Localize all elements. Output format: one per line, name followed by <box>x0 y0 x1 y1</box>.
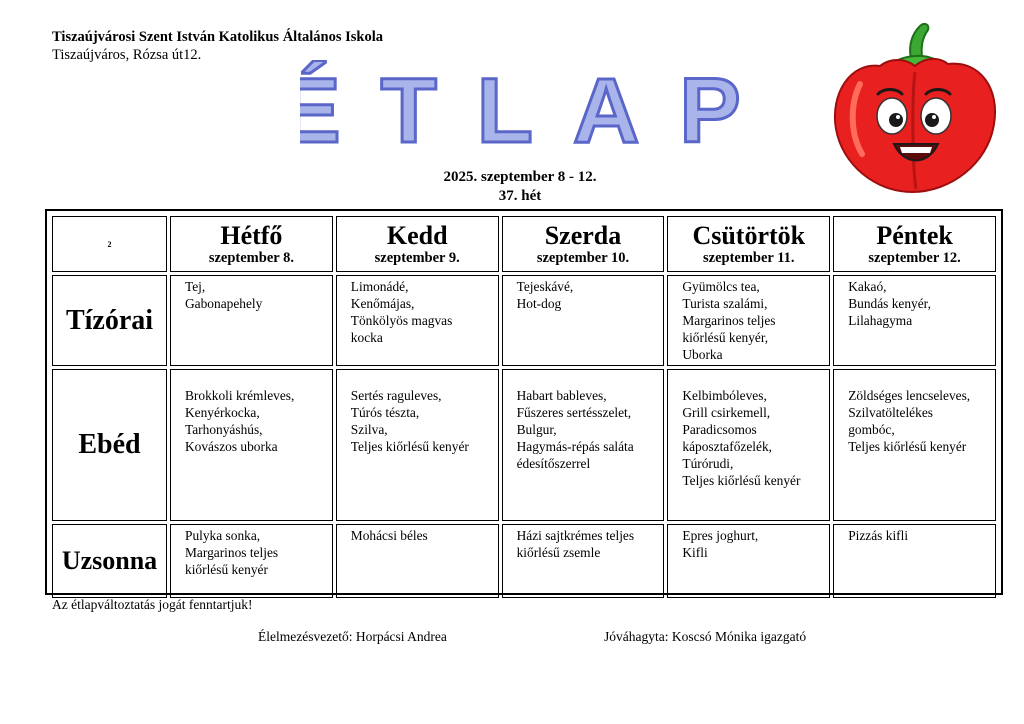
meal-row-uzsonna <box>52 524 996 598</box>
day-header-tuesday <box>336 216 499 272</box>
menu-table <box>49 213 999 601</box>
menu-cell: Kakaó, Bundás kenyér, Lilahagyma <box>833 275 996 366</box>
signature-approved: Jóváhagyta: Koscsó Mónika igazgató <box>604 629 807 644</box>
day-date: szeptember 12. <box>868 249 961 266</box>
menu-cell: Kelbimbóleves, Grill csirkemell, Paradicsomos káposztafőzelék, Túrórudi, Teljes kiőrlésű kenyér <box>667 369 830 521</box>
school-header <box>52 28 383 64</box>
menu-cell: Házi sajtkrémes teljes kiőrlésű zsemle <box>502 524 665 598</box>
title-text: ÉTLAP <box>300 60 760 160</box>
school-name: Tiszaújvárosi Szent István Katolikus Általános Iskola <box>52 29 384 45</box>
disclaimer-note: Az étlapváltoztatás jogát fenntartjuk! <box>52 597 253 612</box>
day-date: szeptember 10. <box>536 249 630 266</box>
day-header-monday <box>170 216 333 272</box>
menu-cell: Habart bableves, Fűszeres sertésszelet, Bulgur, Hagymás-répás saláta édesítőszerrel <box>502 369 665 521</box>
day-date: szeptember 9. <box>374 249 460 266</box>
smiling-red-pepper-icon <box>820 14 1010 199</box>
header-row <box>52 216 996 272</box>
day-name: Péntek <box>876 220 953 250</box>
day-header-thursday <box>667 216 830 272</box>
day-name: Csütörtök <box>692 220 806 250</box>
day-name: Hétfő <box>220 220 283 250</box>
corner-cell: 2 <box>52 216 167 272</box>
date-range: 2025. szeptember 8 - 12. <box>443 169 597 185</box>
meal-label: Ebéd <box>52 369 167 521</box>
menu-cell: Gyümölcs tea, Turista szalámi, Margarinos teljes kiőrlésű kenyér, Uborka <box>667 275 830 366</box>
day-date: szeptember 8. <box>208 249 294 266</box>
menu-cell: Tej, Gabonapehely <box>170 275 333 366</box>
day-name: Kedd <box>386 220 448 250</box>
menu-cell: Pizzás kifli <box>833 524 996 598</box>
page-title <box>300 60 760 160</box>
menu-cell: Epres joghurt, Kifli <box>667 524 830 598</box>
meal-row-tizorai <box>52 275 996 366</box>
day-header-friday <box>833 216 996 272</box>
meal-label: Tízórai <box>52 275 167 366</box>
week-number: 37. hét <box>498 188 542 204</box>
menu-cell: Limonádé, Kenőmájas, Tönkölyös magvas kocka <box>336 275 499 366</box>
menu-cell: Mohácsi béles <box>336 524 499 598</box>
menu-cell: Sertés raguleves, Túrós tészta, Szilva, Teljes kiőrlésű kenyér <box>336 369 499 521</box>
menu-cell: Tejeskávé, Hot-dog <box>502 275 665 366</box>
menu-table-frame <box>45 209 1003 595</box>
day-header-wednesday <box>502 216 665 272</box>
date-block <box>360 168 680 206</box>
title-wordart <box>300 60 760 160</box>
school-address: Tiszaújváros, Rózsa út12. <box>52 47 202 63</box>
menu-cell: Pulyka sonka, Margarinos teljes kiőrlésű kenyér <box>170 524 333 598</box>
signature-manager: Élelmezésvezető: Horpácsi Andrea <box>258 629 447 644</box>
meal-row-ebed <box>52 369 996 521</box>
meal-label: Uzsonna <box>52 524 167 598</box>
menu-cell: Brokkoli krémleves, Kenyérkocka, Tarhonyáshús, Kovászos uborka <box>170 369 333 521</box>
day-date: szeptember 11. <box>703 249 795 266</box>
day-name: Szerda <box>544 220 622 250</box>
menu-cell: Zöldséges lencseleves, Szilvatöltelékes gombóc, Teljes kiőrlésű kenyér <box>833 369 996 521</box>
